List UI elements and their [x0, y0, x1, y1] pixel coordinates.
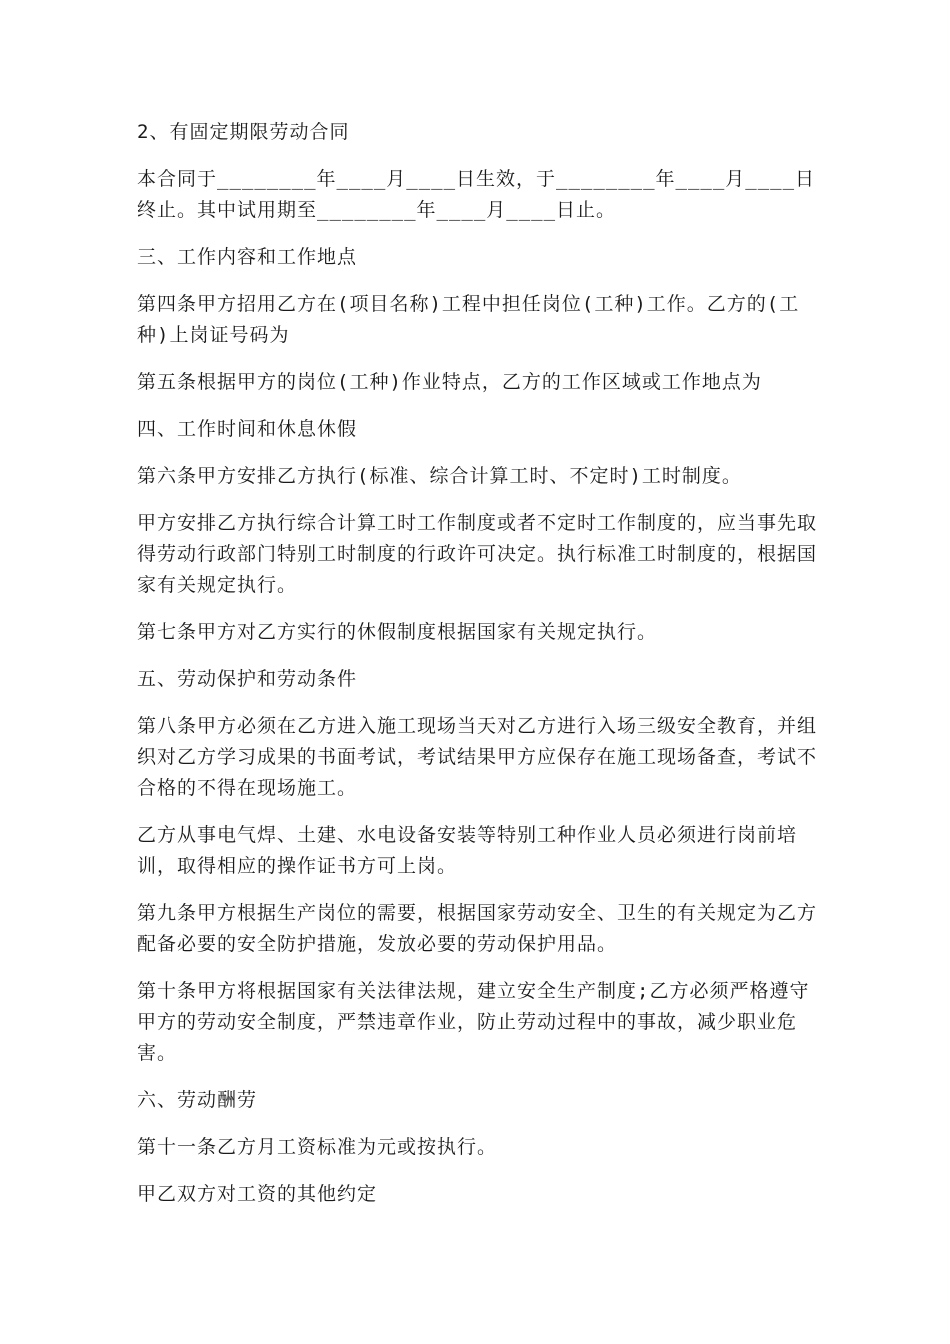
section-heading-remuneration: 六、劳动酬劳 — [137, 1089, 258, 1111]
paragraph-article-11: 第十一条乙方月工资标准为元或按执行。 — [137, 1136, 498, 1158]
paragraph-work-hours-system: 甲方安排乙方执行综合计算工时工作制度或者不定时工作制度的，应当事先取得劳动行政部门特别工时制度的行政许可决定。执行标准工时制度的，根据国家有关规定执行。 — [137, 512, 818, 596]
section-heading-labor-protection: 五、劳动保护和劳动条件 — [137, 668, 358, 690]
paragraph-special-trades: 乙方从事电气焊、土建、水电设备安装等特别工种作业人员必须进行岗前培训，取得相应的操作证书方可上岗。 — [137, 824, 798, 877]
paragraph-article-6: 第六条甲方安排乙方执行(标准、综合计算工时、不定时)工时制度。 — [137, 465, 742, 487]
section-heading-fixed-term: 2、有固定期限劳动合同 — [137, 121, 350, 143]
paragraph-article-9: 第九条甲方根据生产岗位的需要，根据国家劳动安全、卫生的有关规定为乙方配备必要的安全防护措施，发放必要的劳动保护用品。 — [137, 902, 818, 955]
paragraph-article-7: 第七条甲方对乙方实行的休假制度根据国家有关规定执行。 — [137, 621, 658, 643]
paragraph-article-5: 第五条根据甲方的岗位(工种)作业特点，乙方的工作区域或工作地点为 — [137, 371, 762, 393]
paragraph-article-4: 第四条甲方招用乙方在(项目名称)工程中担任岗位(工种)工作。乙方的(工种)上岗证号码为 — [137, 293, 800, 346]
paragraph-article-8: 第八条甲方必须在乙方进入施工现场当天对乙方进行入场三级安全教育，并组织对乙方学习成果的书面考试，考试结果甲方应保存在施工现场备查，考试不合格的不得在现场施工。 — [137, 715, 818, 799]
paragraph-other-wage-terms: 甲乙双方对工资的其他约定 — [137, 1183, 378, 1205]
paragraph-contract-dates: 本合同于________年____月____日生效，于________年____月____日终止。其中试用期至________年____月____日止。 — [137, 168, 816, 221]
section-heading-work-time: 四、工作时间和休息休假 — [137, 418, 358, 440]
section-heading-work-content: 三、工作内容和工作地点 — [137, 246, 358, 268]
document-body — [137, 117, 817, 1226]
paragraph-article-10: 第十条甲方将根据国家有关法律法规，建立安全生产制度;乙方必须严格遵守甲方的劳动安全制度，严禁违章作业，防止劳动过程中的事故，减少职业危害。 — [137, 980, 810, 1064]
